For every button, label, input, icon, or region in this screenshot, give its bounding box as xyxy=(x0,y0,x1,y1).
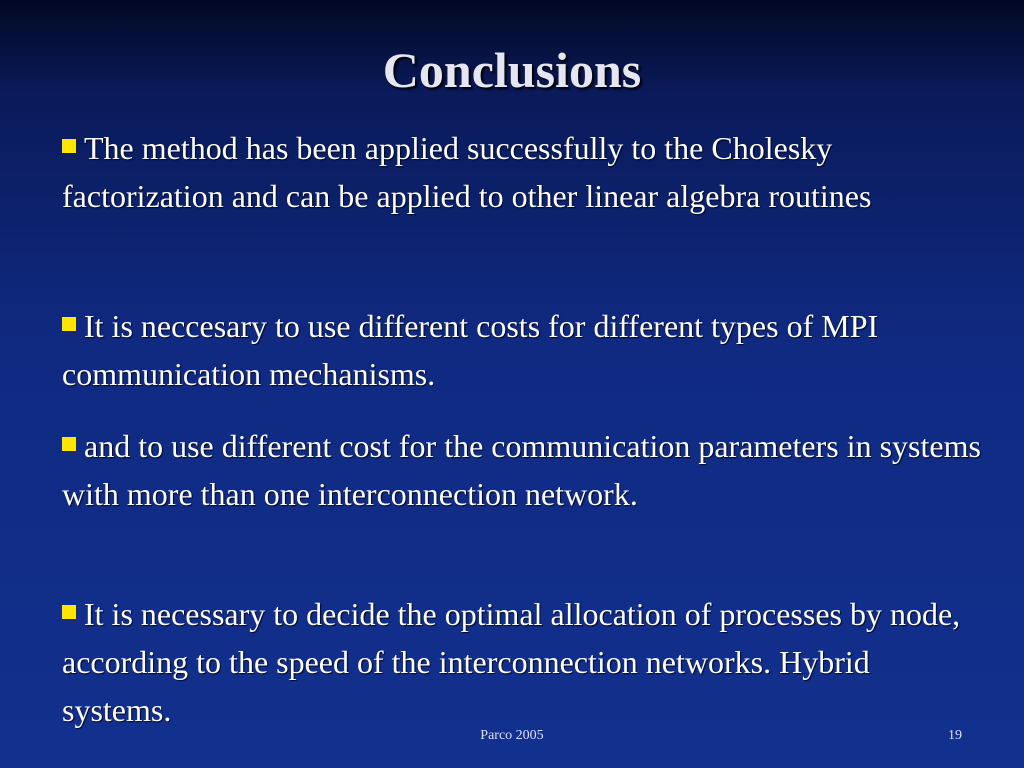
page-number: 19 xyxy=(948,728,962,743)
footer-text: Parco 2005 xyxy=(480,728,544,743)
bullet-item xyxy=(62,124,982,220)
bullet-text: and to use different cost for the communication parameters in systems with more than one interconnection network. xyxy=(62,428,981,512)
slide-title: Conclusions xyxy=(382,42,642,98)
bullet-item xyxy=(62,422,982,518)
bullet-text: The method has been applied successfully to the Cholesky factorization and can be applied to other linear algebra routines xyxy=(62,130,872,214)
bullet-text: It is necessary to decide the optimal allocation of processes by node, according to the speed of the interconnection networks. Hybrid systems. xyxy=(62,596,961,728)
bullet-text: It is neccesary to use different costs for different types of MPI communication mechanisms. xyxy=(62,308,879,392)
square-bullet-icon xyxy=(62,605,76,619)
bullet-item xyxy=(62,590,982,734)
bullet-item xyxy=(62,302,982,398)
square-bullet-icon xyxy=(62,317,76,331)
square-bullet-icon xyxy=(62,139,76,153)
square-bullet-icon xyxy=(62,437,76,451)
